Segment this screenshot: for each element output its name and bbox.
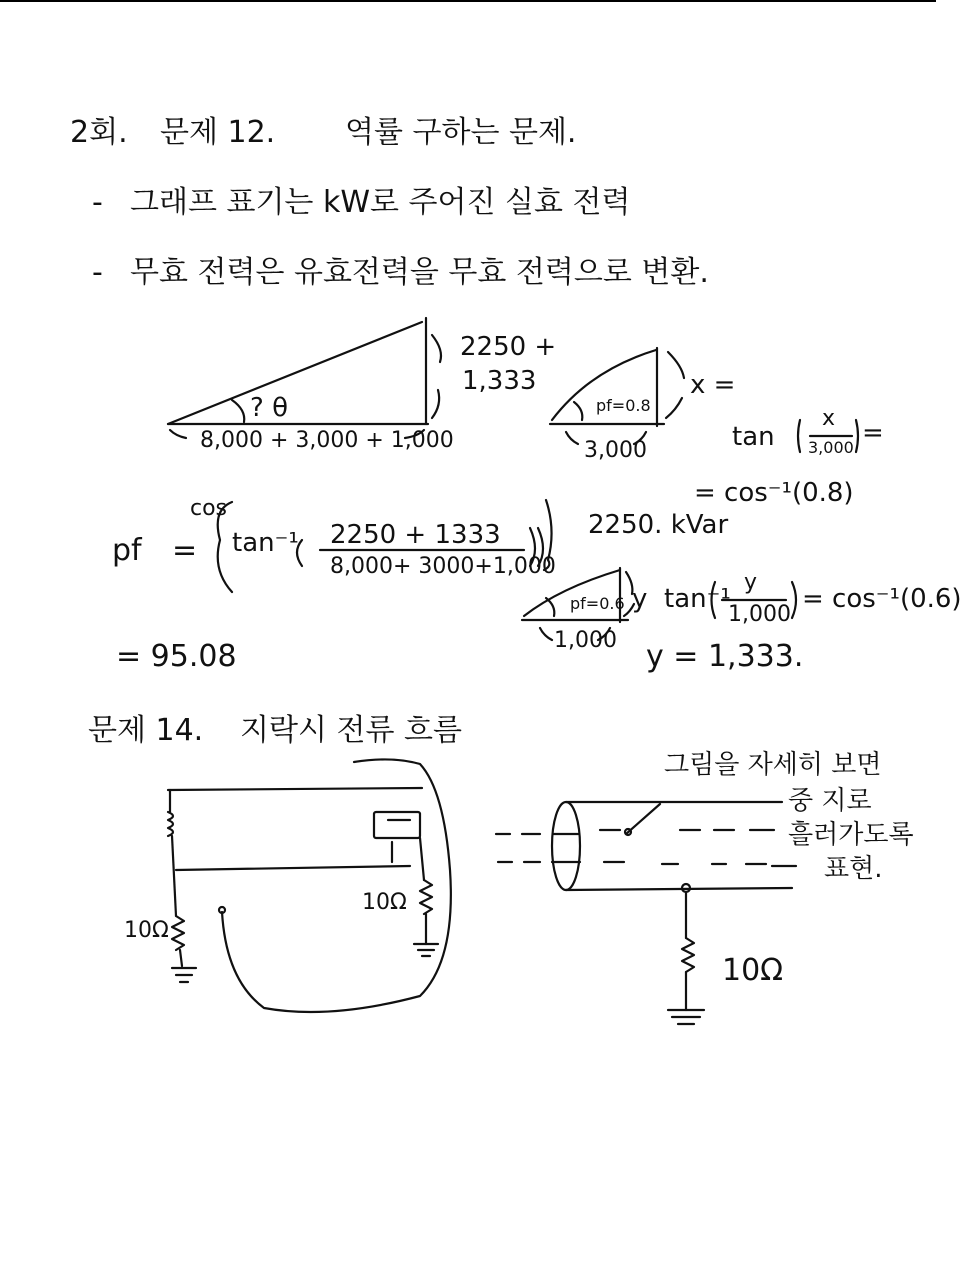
resistor-bottom-label: 10Ω — [722, 953, 784, 988]
resistor-left-label: 10Ω — [124, 918, 169, 943]
main-tri-angle-label: ? θ — [250, 393, 288, 423]
cable-note-line-4: 표현. — [824, 854, 883, 884]
problem-12-label: 문제 12. — [160, 115, 276, 150]
x-eq-rhs: = — [862, 418, 884, 448]
y-tri-angle-label: pf=0.6 — [570, 594, 625, 613]
y-eq-tan: tan⁻¹ — [664, 584, 731, 614]
main-power-triangle — [168, 318, 441, 438]
main-tri-vertical-label-2: 1,333 — [462, 366, 537, 396]
x-eq-tan: tan — [732, 422, 775, 452]
problem-12-topic: 역률 구하는 문제. — [345, 115, 577, 150]
y-result: y = 1,333. — [646, 639, 804, 674]
pf-eq: = — [172, 533, 198, 568]
x-frac-paren-left — [798, 420, 800, 452]
pf-result: = 95.08 — [116, 639, 237, 674]
pf-lhs: pf — [112, 533, 142, 568]
x-eq-frac-num: x — [822, 406, 836, 431]
x-eq-cos: = cos⁻¹(0.8) — [694, 478, 854, 508]
y-tri-base-label: 1,000 — [554, 628, 617, 653]
note-text-1: 그래프 표기는 kW로 주어진 실효 전력 — [130, 185, 631, 220]
note-bullet-1: - — [92, 185, 103, 220]
y-frac-paren-right — [792, 582, 796, 618]
note-bullet-2: - — [92, 255, 103, 290]
main-tri-base-label: 8,000 + 3,000 + 1,000 — [200, 428, 454, 453]
problem-14-label: 문제 14. — [88, 713, 204, 748]
note-text-2: 무효 전력은 유효전력을 무효 전력으로 변환. — [130, 255, 709, 290]
x-eq-frac-den: 3,000 — [808, 438, 854, 457]
cable-note-line-1: 그림을 자세히 보면 — [664, 750, 882, 780]
pf-tan: tan⁻¹ — [232, 528, 299, 558]
resistor-right-label: 10Ω — [362, 890, 407, 915]
x-result: 2250. kVar — [588, 510, 729, 540]
pf-numerator: 2250 + 1333 — [330, 520, 501, 550]
y-tri-side-label: y — [632, 584, 648, 614]
y-eq-rhs: = cos⁻¹(0.6) — [802, 584, 962, 614]
ground-fault-circuit-left — [168, 759, 451, 1012]
x-frac-paren-right — [856, 420, 858, 452]
x-tri-side-label: x = — [690, 370, 736, 400]
cable-note-line-3: 흘러가도록 — [788, 820, 914, 850]
x-tri-base-label: 3,000 — [584, 438, 647, 463]
y-eq-frac-den: 1,000 — [728, 602, 791, 627]
pf-denominator: 8,000+ 3000+1,000 — [330, 554, 556, 579]
cable-cross-section — [496, 802, 796, 1024]
section-label: 2회. — [70, 115, 128, 150]
x-tri-angle-label: pf=0.8 — [596, 396, 651, 415]
y-eq-frac-num: y — [744, 570, 758, 595]
cable-note-line-2: 중 지로 — [788, 786, 872, 816]
problem-14-topic: 지락시 전류 흐름 — [240, 713, 462, 748]
main-tri-vertical-label-1: 2250 + — [460, 332, 557, 362]
pf-cos: cos — [190, 496, 228, 521]
